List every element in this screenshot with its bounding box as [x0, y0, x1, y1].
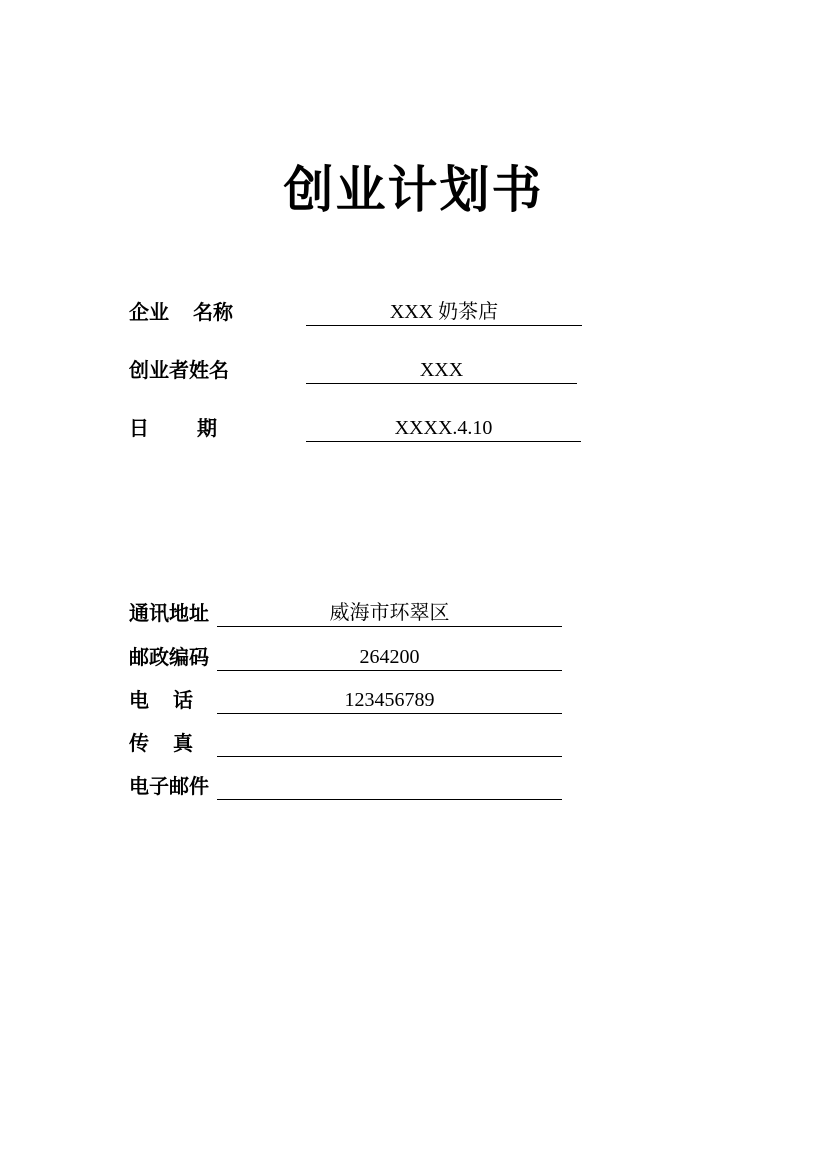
phone-field[interactable]: 123456789 — [217, 686, 562, 714]
founder-name-label: 创业者姓名 — [129, 358, 229, 382]
company-name-field[interactable]: XXX 奶茶店 — [306, 298, 582, 326]
phone-label: 电 话 — [129, 688, 193, 712]
date-label: 日 期 — [129, 416, 217, 440]
company-name-label: 企业 名称 — [129, 300, 233, 324]
address-label: 通讯地址 — [129, 601, 209, 625]
postal-code-label: 邮政编码 — [129, 645, 209, 669]
email-field[interactable] — [217, 772, 562, 800]
email-label: 电子邮件 — [129, 774, 209, 798]
date-field[interactable]: XXXX.4.10 — [306, 414, 581, 442]
founder-name-field[interactable]: XXX — [306, 356, 577, 384]
document-title: 创业计划书 — [283, 160, 544, 219]
fax-label: 传 真 — [129, 731, 193, 755]
address-field[interactable]: 威海市环翠区 — [217, 599, 562, 627]
postal-code-field[interactable]: 264200 — [217, 643, 562, 671]
fax-field[interactable] — [217, 729, 562, 757]
